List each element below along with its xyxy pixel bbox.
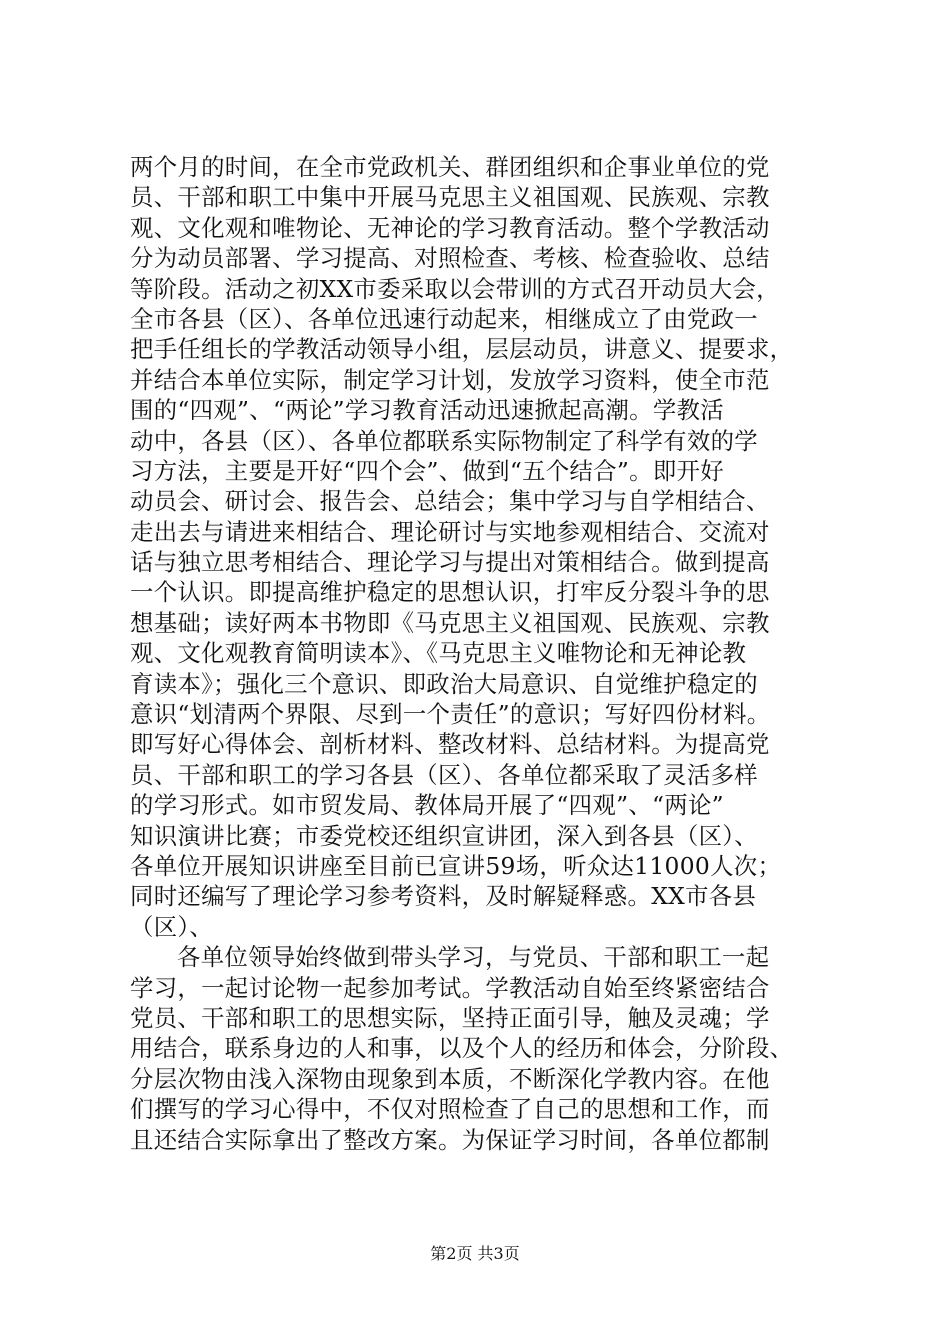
text-line: 全市各县（区）、各单位迅速行动起来，相继成立了由党政一 bbox=[130, 304, 758, 333]
text-line: 两个月的时间，在全市党政机关、群团组织和企事业单位的党 bbox=[130, 153, 770, 181]
text-line: 育读本》；强化三个意识、即政治大局意识、自觉维护稳定的 bbox=[130, 669, 758, 698]
text-line: 分为动员部署、学习提高、对照检查、考核、检查验收、总结 bbox=[130, 244, 770, 273]
text-line: 即写好心得体会、剖析材料、整改材料、总结材料。为提高党 bbox=[130, 730, 770, 759]
text-line: 知识演讲比赛；市委党校还组织宣讲团，深入到各县（区）、 bbox=[130, 821, 758, 850]
text-line: 学习，一起讨论物一起参加考试。学教活动自始至终紧密结合 bbox=[130, 973, 770, 1002]
text-line: 话与独立思考相结合、理论学习与提出对策相结合。做到提高 bbox=[130, 548, 770, 577]
text-line: 围的“四观”、“两论”学习教育活动迅速掀起高潮。学教活 bbox=[130, 396, 724, 425]
text-line: 动中，各县（区）、各单位都联系实际物制定了科学有效的学 bbox=[130, 426, 758, 455]
text-line: 观、文化观和唯物论、无神论的学习教育活动。整个学教活动 bbox=[130, 213, 770, 242]
text-line: 想基础；读好两本书物即《马克思主义祖国观、民族观、宗教 bbox=[130, 608, 770, 637]
text-line: 观、文化观教育简明读本》、《马克思主义唯物论和无神论教 bbox=[130, 639, 747, 668]
page-footer bbox=[0, 1244, 950, 1264]
page-number: 第2页 共3页 bbox=[430, 1244, 520, 1263]
text-line: 们撰写的学习心得中，不仅对照检查了自己的思想和工作，而 bbox=[130, 1095, 770, 1124]
text-line: 的学习形式。如市贸发局、教体局开展了“四观”、“两论” bbox=[130, 791, 724, 820]
text-line: 员、干部和职工中集中开展马克思主义祖国观、民族观、宗教 bbox=[130, 183, 770, 212]
text-line: 且还结合实际拿出了整改方案。为保证学习时间，各单位都制 bbox=[130, 1125, 770, 1154]
body-text bbox=[130, 152, 830, 1155]
text-line: 员、干部和职工的学习各县（区）、各单位都采取了灵活多样 bbox=[130, 760, 758, 789]
text-line: 等阶段。活动之初XX市委采取以会带训的方式召开动员大会， bbox=[130, 274, 780, 303]
text-line: 各单位开展知识讲座至目前已宣讲59场，听众达11000人次； bbox=[130, 851, 782, 880]
text-line: 并结合本单位实际，制定学习计划，发放学习资料，使全市范 bbox=[130, 365, 770, 394]
paragraph bbox=[130, 942, 830, 1155]
text-line: 走出去与请进来相结合、理论研讨与实地参观相结合、交流对 bbox=[130, 517, 770, 546]
text-line: 分层次物由浅入深物由现象到本质，不断深化学教内容。在他 bbox=[130, 1064, 770, 1093]
paragraph bbox=[130, 152, 830, 942]
text-line: （区）、 bbox=[130, 912, 214, 941]
text-line: 用结合，联系身边的人和事，以及个人的经历和体会，分阶段、 bbox=[130, 1034, 794, 1063]
text-line: 把手任组长的学教活动领导小组，层层动员，讲意义、提要求， bbox=[130, 335, 794, 364]
text-line: 各单位领导始终做到带头学习，与党员、干部和职工一起 bbox=[177, 943, 770, 972]
text-line: 意识“划清两个界限、尽到一个责任”的意识；写好四份材料。 bbox=[130, 700, 771, 729]
text-line: 动员会、研讨会、报告会、总结会；集中学习与自学相结合、 bbox=[130, 487, 770, 516]
text-line: 党员、干部和职工的思想实际，坚持正面引导，触及灵魂；学 bbox=[130, 1003, 770, 1032]
text-line: 同时还编写了理论学习参考资料，及时解疑释惑。XX市各县 bbox=[130, 882, 757, 911]
text-line: 习方法，主要是开好“四个会”、做到“五个结合”。即开好 bbox=[130, 456, 724, 485]
text-line: 一个认识。即提高维护稳定的思想认识，打牢反分裂斗争的思 bbox=[130, 578, 770, 607]
